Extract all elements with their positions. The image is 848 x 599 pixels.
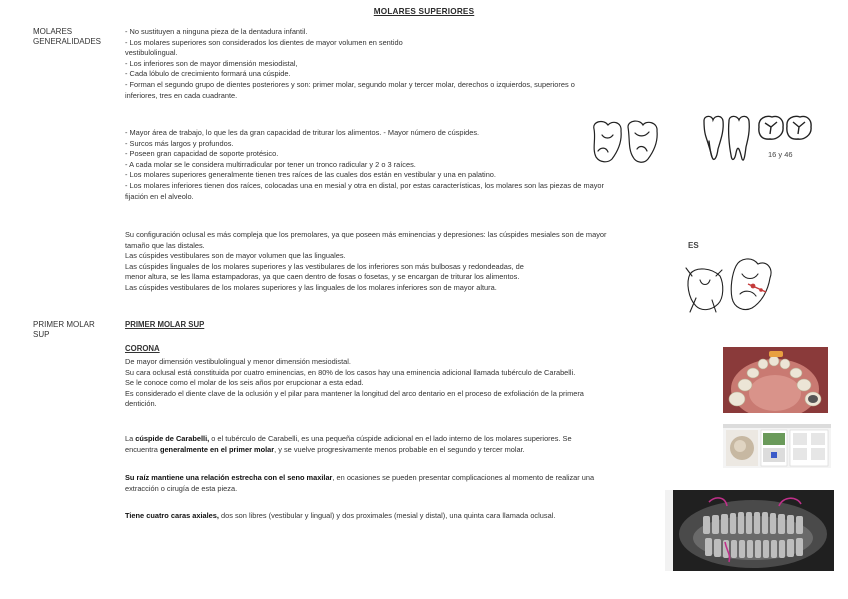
corona-block	[125, 357, 584, 410]
text-line: - Mayor área de trabajo, lo que les da gran capacidad de triturar los alimentos. - Mayor número de cúspides.	[125, 128, 480, 137]
text-line	[125, 511, 555, 522]
molar-crown-drawing	[756, 113, 814, 141]
text-line: - Poseen gran capacidad de soporte protésico.	[125, 149, 279, 159]
text-line: - Los molares superiores generalmente tienen tres raíces de las cuales dos están en vestibular y una en palatino.	[125, 170, 496, 180]
text-line: Las cúspides linguales de los molares superiores y las vestibulares de los inferiores son más bulbosas y redondeadas, de	[125, 261, 524, 271]
text-line: - No sustituyen a ninguna pieza de la dentadura infantil.	[125, 27, 308, 36]
text-line: Las cúspides vestibulares son de mayor volumen que las linguales.	[125, 251, 346, 261]
generalidades-block-1	[125, 27, 575, 101]
text-line: - Surcos más largos y profundos.	[125, 138, 234, 148]
caras-paragraph	[125, 511, 555, 522]
generalidades-block-3	[125, 230, 606, 294]
text-fragment: encuentra	[125, 444, 160, 454]
section-label-line: SUP	[33, 330, 50, 339]
text-fragment: o el tubérculo de Carabelli, es una pequeña cúspide adicional en el lado interno de los molares superiores. Se	[209, 434, 572, 443]
section-label-primer-molar	[33, 320, 95, 340]
carabelli-paragraph	[125, 434, 572, 455]
text-line: vestibulolingual.	[125, 48, 178, 58]
text-line: - Los inferiores son de mayor dimensión mesiodistal,	[125, 58, 298, 68]
text-line: tamaño que las distales.	[125, 240, 205, 250]
text-line: extracción o cirugía de esta pieza.	[125, 483, 238, 493]
section-label-line: PRIMER MOLAR	[33, 320, 95, 329]
text-line: Su configuración oclusal es más compleja que los premolares, ya que poseen más eminencias y depresiones: las cúspides mesiales son de mayor	[125, 230, 607, 239]
molar-sketch-drawing	[588, 117, 664, 167]
tooth-photos-panel	[723, 424, 831, 468]
panoramic-xray	[665, 490, 834, 571]
text-line: fijación en el alveolo.	[125, 191, 194, 201]
text-line	[125, 434, 572, 445]
text-fragment: La	[125, 434, 136, 443]
text-line: - Los molares superiores son considerados los dientes de mayor volumen en sentido	[125, 37, 403, 47]
text-line: menor altura, se les llama estampadoras, ya que caen dentro de fosas o fosetas, y se encargan de triturar los alimentos.	[125, 272, 520, 282]
text-fragment: , y se vuelve progresivamente menos probable en el segundo y tercer molar.	[274, 444, 525, 454]
text-line: - Forman el segundo grupo de dientes posteriores y son: primer molar, segundo molar y tercer molar, derechos o izquierdos, superiores o	[125, 79, 575, 89]
cusp-occlusion-diagram	[682, 254, 777, 316]
text-line: dentición.	[125, 399, 157, 409]
molar-side-view-drawing	[702, 113, 752, 165]
bold-term: cúspide de Carabelli,	[135, 434, 210, 443]
section-label-line: MOLARES	[33, 27, 73, 36]
text-line: De mayor dimensión vestibulolingual y menor dimensión mesiodistal.	[125, 357, 351, 366]
text-line: Las cúspides vestibulares de los molares superiores y las linguales de los molares inferiores son de mayor altura.	[125, 282, 497, 292]
text-line: - A cada molar se le considera multirradicular por tener un tronco radicular y 2 o 3 raíces.	[125, 159, 416, 169]
text-fragment: dos son libres (vestibular y lingual) y dos proximales (mesial y distal), una quinta cara llamada oclusal.	[218, 511, 556, 520]
text-line: inferiores, tres en cada cuadrante.	[125, 90, 238, 100]
text-fragment: , en ocasiones se pueden presentar complicaciones al momento de realizar una	[332, 473, 595, 482]
page-title: MOLARES SUPERIORES	[373, 7, 475, 16]
bold-term: generalmente en el primer molar	[159, 444, 275, 454]
text-line	[125, 445, 572, 456]
section-heading-primer-molar: PRIMER MOLAR SUP	[125, 320, 205, 329]
figure-mark: ES	[688, 241, 699, 250]
intraoral-photo	[723, 347, 828, 413]
raiz-paragraph	[125, 473, 594, 494]
text-line: Es considerado el diente clave de la oclusión y el pilar para mantener la longitud del arco dentario en el proceso de exfoliación de la primera	[125, 388, 584, 398]
tooth-number-label: 16 y 46	[768, 150, 793, 159]
text-line: - Cada lóbulo de crecimiento formará una cúspide.	[125, 69, 291, 79]
text-line	[125, 473, 594, 484]
section-label-generalidades	[33, 27, 101, 47]
text-line: - Los molares inferiores tienen dos raíces, colocadas una en mesial y otra en distal, por estas características, los molares son las piezas de mayor	[125, 180, 604, 190]
bold-term: Su raíz mantiene una relación estrecha con el seno maxilar	[125, 473, 333, 482]
text-line: Su cara oclusal está constituida por cuatro eminencias, en 80% de los casos hay una eminencia adicional llamada tubérculo de Carabelli.	[125, 367, 576, 377]
section-label-line: GENERALIDADES	[33, 37, 102, 46]
subheading-corona: CORONA	[125, 344, 160, 353]
bold-term: Tiene cuatro caras axiales,	[125, 511, 219, 520]
text-line: Se le conoce como el molar de los seis años por erupcionar a esta edad.	[125, 378, 364, 388]
generalidades-block-2	[125, 128, 604, 202]
